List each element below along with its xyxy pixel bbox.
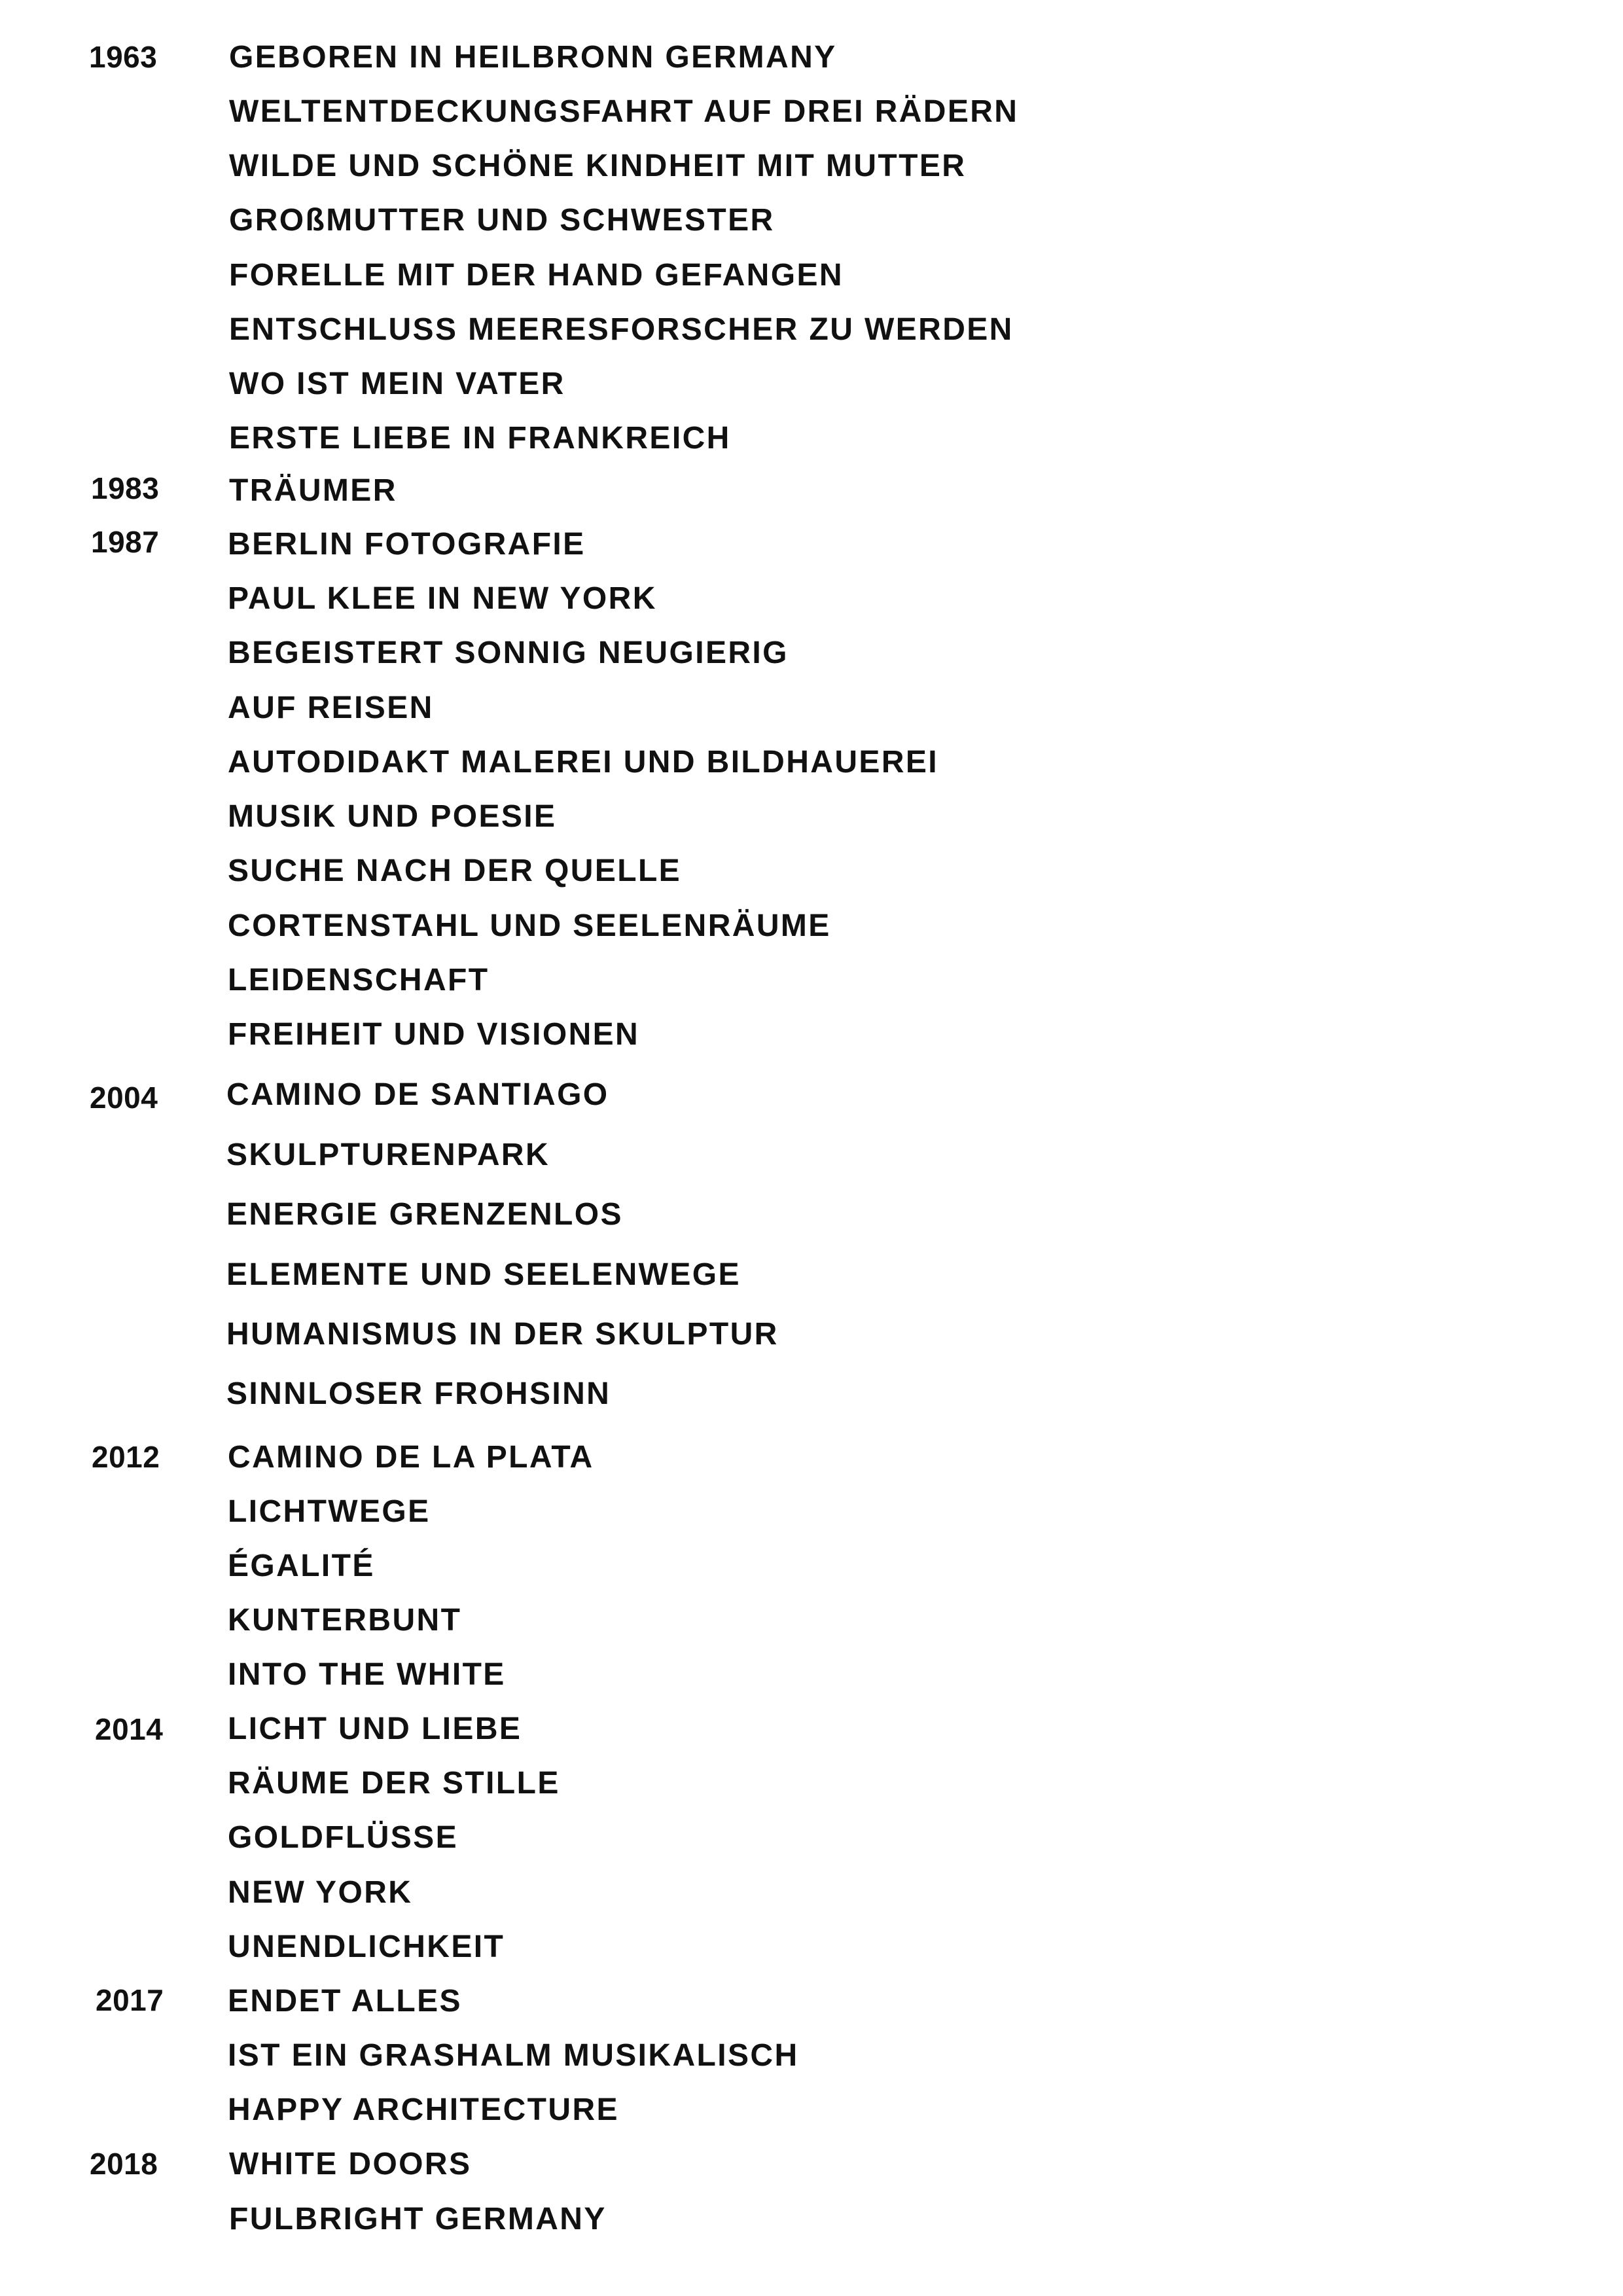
timeline-entry: WHITE DOORS bbox=[229, 2147, 472, 2181]
timeline-entry: LICHTWEGE bbox=[228, 1494, 431, 1529]
timeline-entry: BERLIN FOTOGRAFIE bbox=[228, 527, 586, 562]
timeline-entry: LICHT UND LIEBE bbox=[228, 1712, 522, 1746]
timeline-entry: FULBRIGHT GERMANY bbox=[229, 2202, 607, 2236]
year-label-2004: 2004 bbox=[90, 1081, 158, 1115]
timeline-entry: WELTENTDECKUNGSFAHRT AUF DREI RÄDERN bbox=[229, 94, 1019, 129]
timeline-entry: WO IST MEIN VATER bbox=[229, 367, 565, 401]
timeline-entry: GROßMUTTER UND SCHWESTER bbox=[229, 203, 775, 238]
year-label-2018: 2018 bbox=[90, 2147, 158, 2181]
timeline-entry: SKULPTURENPARK bbox=[226, 1138, 550, 1172]
year-label-2014: 2014 bbox=[95, 1712, 164, 1746]
timeline-entry: ERSTE LIEBE IN FRANKREICH bbox=[229, 421, 731, 456]
timeline-entry: HAPPY ARCHITECTURE bbox=[228, 2092, 619, 2127]
timeline-entry: AUTODIDAKT MALEREI UND BILDHAUEREI bbox=[228, 745, 939, 780]
year-label-1963: 1963 bbox=[89, 40, 158, 74]
timeline-entry: LEIDENSCHAFT bbox=[228, 963, 490, 997]
timeline-entry: WILDE UND SCHÖNE KINDHEIT MIT MUTTER bbox=[229, 149, 967, 183]
timeline-entry: CORTENSTAHL UND SEELENRÄUME bbox=[228, 908, 831, 943]
timeline-entry: HUMANISMUS IN DER SKULPTUR bbox=[226, 1317, 779, 1352]
timeline-entry: GEBOREN IN HEILBRONN GERMANY bbox=[229, 40, 837, 75]
timeline-entry: FORELLE MIT DER HAND GEFANGEN bbox=[229, 258, 844, 293]
timeline-entry: ENDET ALLES bbox=[228, 1984, 462, 2018]
timeline-entry: INTO THE WHITE bbox=[228, 1657, 506, 1692]
timeline-entry: UNENDLICHKEIT bbox=[228, 1929, 505, 1964]
year-label-2017: 2017 bbox=[96, 1983, 164, 2017]
timeline-entry: CAMINO DE LA PLATA bbox=[228, 1440, 594, 1475]
timeline-entry: RÄUME DER STILLE bbox=[228, 1766, 560, 1801]
timeline-entry: ENERGIE GRENZENLOS bbox=[226, 1197, 623, 1232]
timeline-entry: ELEMENTE UND SEELENWEGE bbox=[226, 1257, 741, 1292]
timeline-entry: IST EIN GRASHALM MUSIKALISCH bbox=[228, 2038, 799, 2073]
timeline-entry: ÉGALITÉ bbox=[228, 1549, 375, 1583]
year-label-1987: 1987 bbox=[91, 525, 160, 559]
timeline-entry: MUSIK UND POESIE bbox=[228, 799, 557, 834]
timeline-entry: TRÄUMER bbox=[229, 473, 397, 508]
timeline-entry: CAMINO DE SANTIAGO bbox=[226, 1077, 609, 1112]
timeline-entry: GOLDFLÜSSE bbox=[228, 1820, 459, 1855]
timeline-entry: AUF REISEN bbox=[228, 691, 434, 725]
year-label-1983: 1983 bbox=[91, 471, 160, 505]
timeline-entry: NEW YORK bbox=[228, 1875, 413, 1910]
timeline-entry: ENTSCHLUSS MEERESFORSCHER ZU WERDEN bbox=[229, 312, 1014, 347]
timeline-entry: KUNTERBUNT bbox=[228, 1603, 462, 1638]
year-label-2012: 2012 bbox=[92, 1440, 160, 1474]
timeline-entry: SINNLOSER FROHSINN bbox=[226, 1376, 611, 1411]
timeline-entry: PAUL KLEE IN NEW YORK bbox=[228, 581, 657, 616]
timeline-entry: SUCHE NACH DER QUELLE bbox=[228, 853, 682, 888]
timeline-entry: BEGEISTERT SONNIG NEUGIERIG bbox=[228, 636, 789, 670]
timeline-entry: FREIHEIT UND VISIONEN bbox=[228, 1017, 640, 1052]
